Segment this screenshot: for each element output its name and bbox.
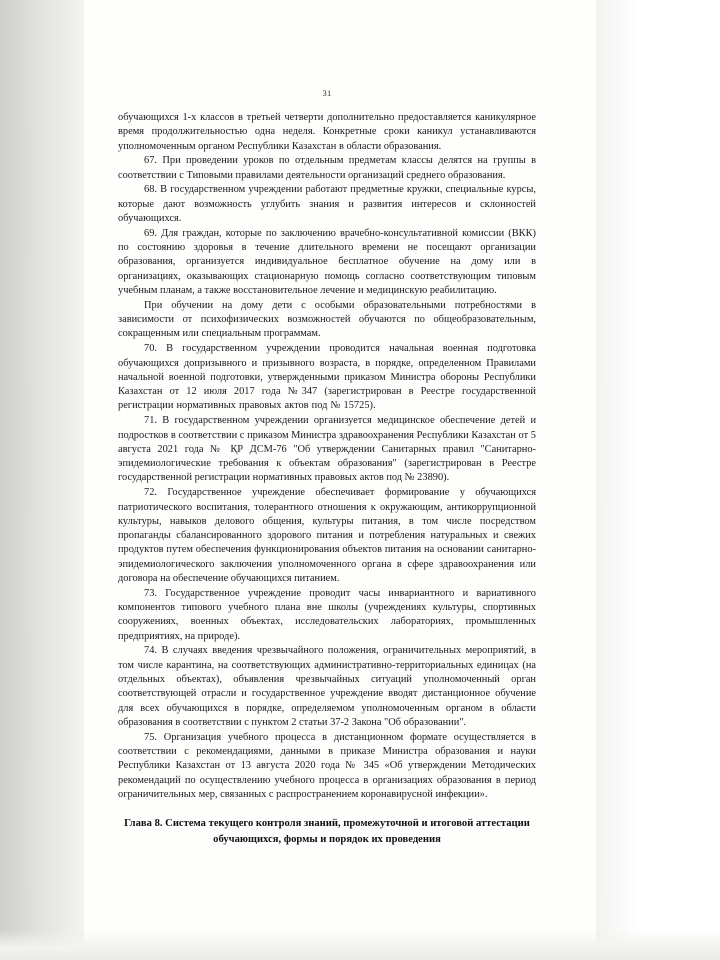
page-bottom-shadow: [0, 930, 720, 960]
paragraph-72: 72. Государственное учреждение обеспечивает формирование у обучающихся патриотического воспитания, толерантного отношения к окружающим, антикоррупционной культуры, навыков делового общения, культуры питания, в том числе посредством пропаганды сбалансированного здорового питания и потребления натуральных и свежих продуктов путем обеспечения функционирования объектов питания на основании санитарно-эпидемиологического заключения уполномоченного органа в сфере здравоохранения или договора на обеспечение обучающихся питанием.: [118, 487, 536, 584]
page-right-edge: [596, 0, 720, 960]
paragraph-69: 69. Для граждан, которые по заключению врачебно-консультативной комиссии (ВКК) по состоянию здоровья в течение длительного времени не посещают организации образования, организуется индивидуальное бесплатное обучение на дому или в организациях, оказывающих стационарную помощь согласно соответствующим типовым учебным планам, а также восстановительное лечение и медицинскую реабилитацию.: [118, 227, 536, 297]
chapter-heading-line-2: обучающихся, формы и порядок их проведения: [213, 833, 441, 845]
paragraph-71: 71. В государственном учреждении организуется медицинское обеспечение детей и подростков в соответствии с приказом Министра здравоохранения Республики Казахстан от 5 августа 2021 года № ҚР ДСМ-76 "Об утверждении Санитарных правил "Санитарно-эпидемиологические требования к объектам образования" (зарегистрирован в Реестре государственной регистрации нормативных правовых актов под № 23890).: [118, 415, 536, 484]
page-number: 31: [322, 88, 332, 98]
paragraph-70: 70. В государственном учреждении проводится начальная военная подготовка обучающихся допризывного и призывного возраста, в порядке, определенном Правилами начальной военной подготовки, утвержденными приказом Министра обороны Республики Казахстан от 12 июля 2017 года №347 (зарегистрирован в Реестре государственной регистрации нормативных правовых актов под № 15725).: [118, 343, 536, 412]
paragraph-continuation: обучающихся 1-х классов в третьей четверти дополнительно предоставляется каникулярное время продолжительностью одна неделя. Конкретные сроки каникул устанавливаются уполномоченным органом Республики Казахстан в области образования.: [118, 112, 536, 152]
paragraph-75: 75. Организация учебного процесса в дистанционном формате осуществляется в соответствии с рекомендациями, данными в приказе Министра образования и науки Республики Казахстан от 13 августа 2020 года № 345 «Об утверждении Методических рекомендаций по осуществлению учебного процесса в организациях образования в период ограничительных мер, связанных с распространением коронавирусной инфекции».: [118, 731, 536, 800]
paragraph-67: 67. При проведении уроков по отдельным предметам классы делятся на группы в соответствии с Типовыми правилами деятельности организаций среднего образования.: [118, 155, 536, 181]
paragraph-68: 68. В государственном учреждении работают предметные кружки, специальные курсы, которые дают возможность углубить знания и развития интересов и склонностей обучающихся.: [118, 184, 536, 225]
chapter-heading: [118, 816, 536, 847]
paragraph-74: 74. В случаях введения чрезвычайного положения, ограничительных мероприятий, в том числе карантина, на соответствующих административно-территориальных единицах (на отдельных объектах), объявления чрезвычайных ситуаций уполномоченный орган соответствующей отрасли и государственное учреждение вводят дистанционное обучение для всех обучающихся в порядке, определяемом уполномоченным органом в области образования в соответствии с пунктом 2 статьи 37-2 Закона "Об образовании".: [118, 645, 536, 728]
page-left-edge-shadow: [0, 0, 84, 960]
chapter-heading-line-1: Глава 8. Система текущего контроля знаний, промежуточной и итоговой аттестации: [124, 818, 530, 830]
document-body: [118, 88, 536, 847]
paragraph-home-study: При обучении на дому дети с особыми образовательными потребностями в зависимости от психофизических возможностей обучаются по общеобразовательным, сокращенным или специальным программам.: [118, 299, 536, 340]
paragraph-73: 73. Государственное учреждение проводит часы инвариантного и вариативного компонентов типового учебного плана вне школы (учреждениях культуры, спортивных сооружениях, военных объектах, исследовательских лабораториях, промышленных предприятиях, на природе).: [118, 587, 536, 642]
